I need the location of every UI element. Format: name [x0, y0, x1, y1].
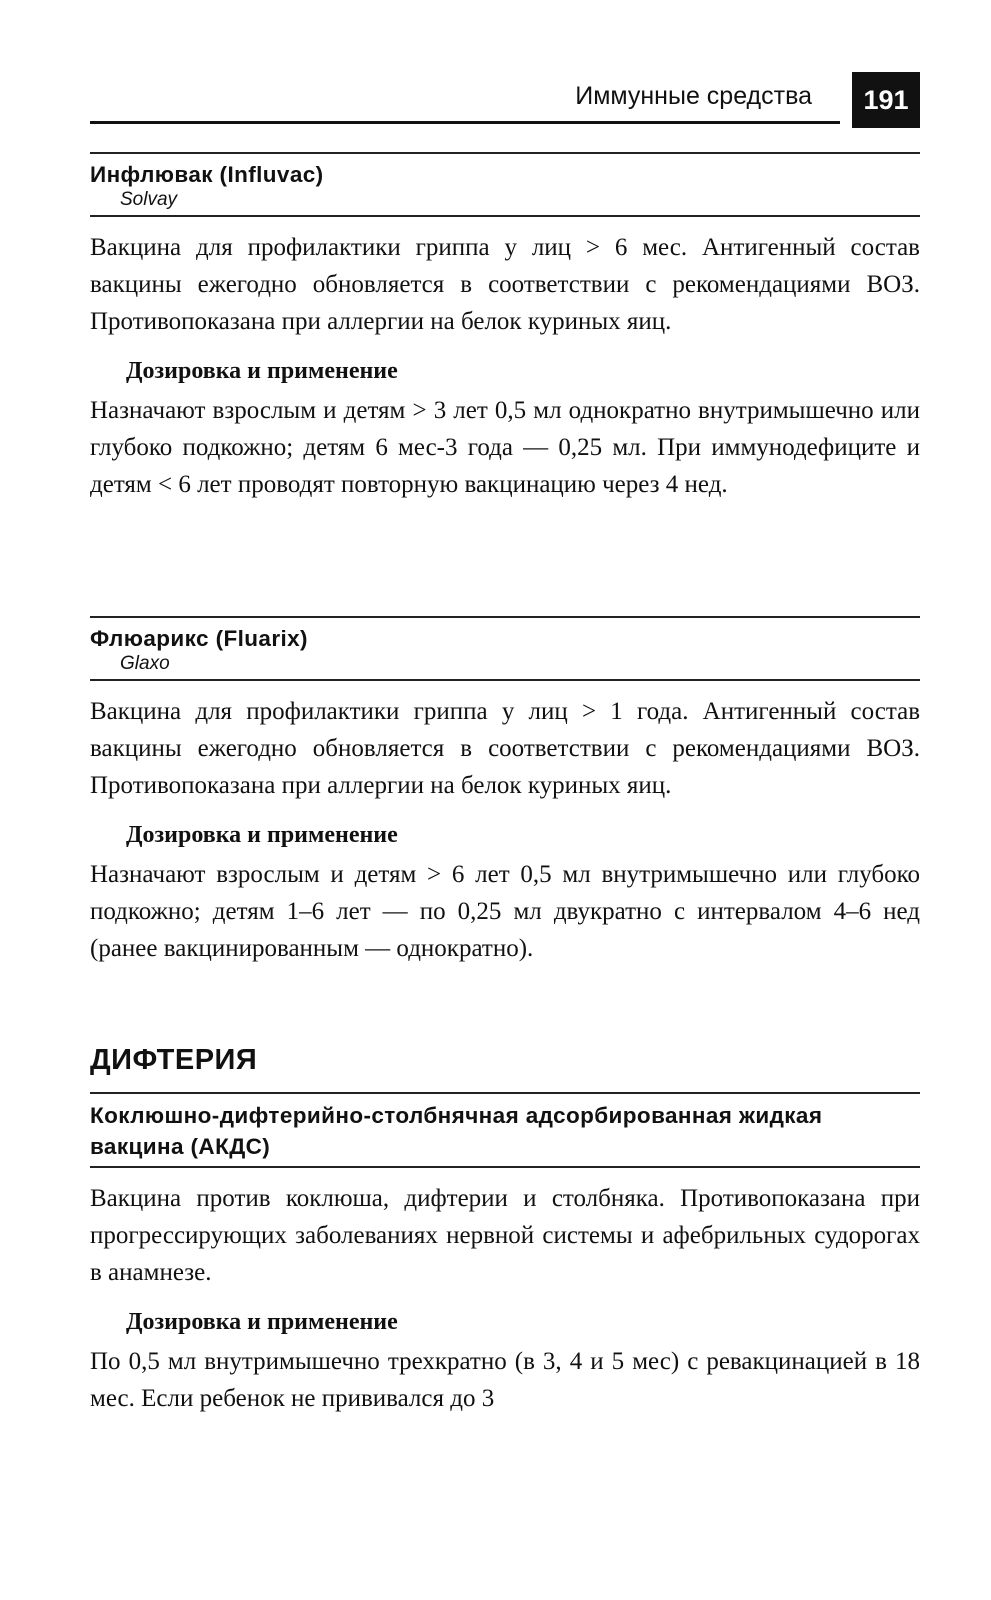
drug-name: Коклюшно-дифтерийно-столбнячная адсорбированная жидкая вакцина (АКДС) — [90, 1103, 823, 1159]
dosage-heading: Дозировка и применение — [126, 358, 398, 384]
dosage-text: По 0,5 мл внутримышечно трехкратно (в 3, 4 и 5 мес) с ревакцинацией в 18 мес. Если ребенок не прививался до 3 — [90, 1348, 920, 1412]
entry-heading — [90, 616, 920, 681]
section-diphtheria — [90, 1042, 920, 1417]
drug-description: Вакцина для профилактики гриппа у лиц > 6 мес. Антигенный состав вакцины ежегодно обновляется в соответствии с рекомендациями ВОЗ. Противопоказана при аллергии на белок куриных яиц. — [90, 234, 920, 335]
manufacturer: Glaxo — [120, 653, 170, 674]
entry-fluarix — [90, 616, 920, 967]
section-heading: ДИФТЕРИЯ — [90, 1044, 258, 1076]
running-header-title: Иммунные средства — [575, 82, 812, 110]
entry-heading — [90, 152, 920, 217]
page-number: 191 — [852, 72, 920, 128]
drug-description: Вакцина против коклюша, дифтерии и столбняка. Противопоказана при прогрессирующих заболеваниях нервной системы и афебрильных судорогах в анамнезе. — [90, 1185, 920, 1286]
header-rule — [90, 121, 840, 124]
dosage-text: Назначают взрослым и детям > 3 лет 0,5 мл однократно внутримышечно или глубоко подкожно; детям 6 мес-3 года — 0,25 мл. При иммунодефиците и детям < 6 лет проводят повторную вакцинацию через 4 нед. — [90, 397, 920, 498]
dosage-text: Назначают взрослым и детям > 6 лет 0,5 мл внутримышечно или глубоко подкожно; детям 1–6 лет — по 0,25 мл двукратно с интервалом 4–6 нед (ранее вакцинированным — однократно). — [90, 861, 920, 962]
entry-influvac — [90, 152, 920, 503]
book-page — [90, 0, 920, 1600]
entry-heading — [90, 1092, 920, 1168]
manufacturer: Solvay — [120, 189, 178, 210]
dosage-heading: Дозировка и применение — [126, 822, 398, 848]
drug-name: Флюарикс (Fluarix) — [90, 626, 308, 651]
running-header — [90, 72, 920, 128]
drug-name: Инфлювак (Influvac) — [90, 162, 324, 187]
dosage-heading: Дозировка и применение — [126, 1309, 398, 1335]
drug-description: Вакцина для профилактики гриппа у лиц > 1 года. Антигенный состав вакцины ежегодно обновляется в соответствии с рекомендациями ВОЗ. Противопоказана при аллергии на белок куриных яиц. — [90, 698, 920, 799]
